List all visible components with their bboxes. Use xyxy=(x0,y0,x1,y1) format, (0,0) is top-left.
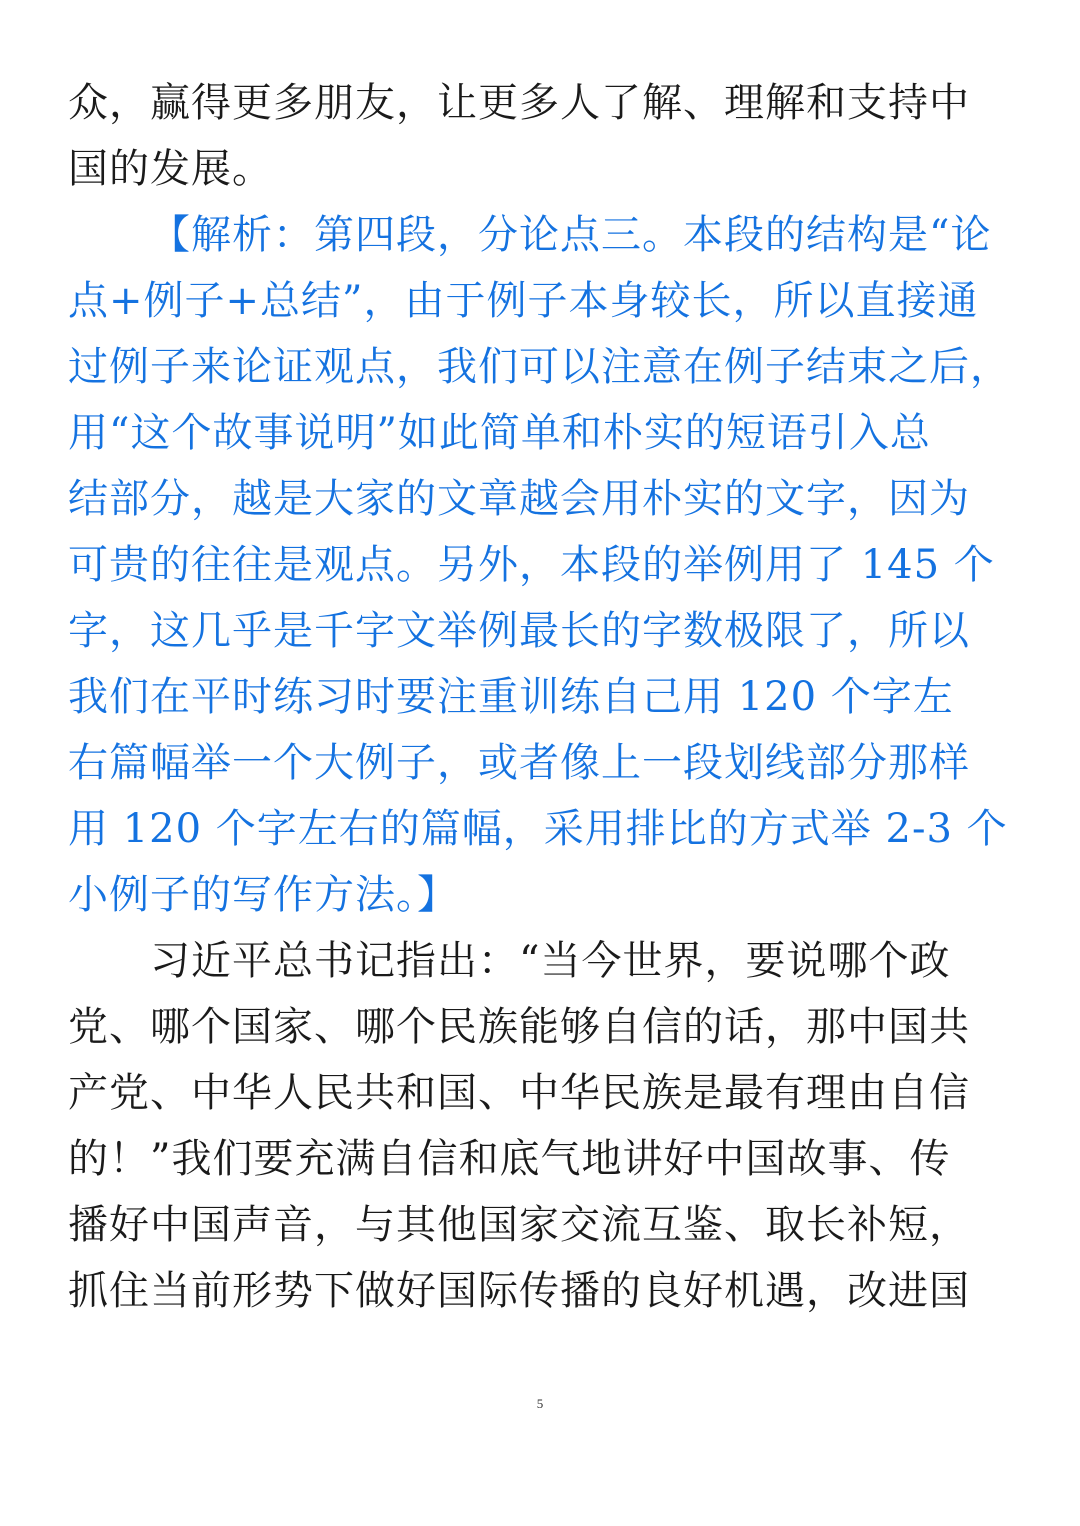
quote-line-5: 播好中国声音，与其他国家交流互鉴、取长补短， xyxy=(68,1202,970,1248)
continuation-line-1: 众，赢得更多朋友，让更多人了解、理解和支持中 xyxy=(68,80,970,126)
analysis-line-2: 点+例子+总结”，由于例子本身较长，所以直接通 xyxy=(68,278,979,324)
analysis-line-11: 小例子的写作方法。】 xyxy=(68,872,458,918)
page-number: 5 xyxy=(536,1396,544,1411)
analysis-line-7: 字，这几乎是千字文举例最长的字数极限了，所以 xyxy=(68,608,970,654)
analysis-line-3: 过例子来论证观点，我们可以注意在例子结束之后， xyxy=(68,344,1011,390)
analysis-line-4: 用“这个故事说明”如此简单和朴实的短语引入总 xyxy=(68,410,931,456)
quote-line-1: 习近平总书记指出：“当今世界，要说哪个政 xyxy=(150,938,951,984)
analysis-line-1: 【解析：第四段，分论点三。本段的结构是“论 xyxy=(150,212,992,258)
quote-line-4: 的！”我们要充满自信和底气地讲好中国故事、传 xyxy=(68,1136,951,1182)
quote-line-2: 党、哪个国家、哪个民族能够自信的话，那中国共 xyxy=(68,1004,970,1050)
quote-line-6: 抓住当前形势下做好国际传播的良好机遇，改进国 xyxy=(68,1268,970,1314)
quote-line-3: 产党、中华人民共和国、中华民族是最有理由自信 xyxy=(68,1070,970,1116)
continuation-line-2: 国的发展。 xyxy=(68,146,273,192)
analysis-line-10: 用 120 个字左右的篇幅，采用排比的方式举 2-3 个 xyxy=(68,806,1008,852)
analysis-line-6: 可贵的往往是观点。另外，本段的举例用了 145 个 xyxy=(68,542,995,588)
analysis-line-8: 我们在平时练习时要注重训练自己用 120 个字左 xyxy=(68,674,954,720)
analysis-line-9: 右篇幅举一个大例子，或者像上一段划线部分那样 xyxy=(68,740,970,786)
analysis-line-5: 结部分，越是大家的文章越会用朴实的文字，因为 xyxy=(68,476,970,522)
